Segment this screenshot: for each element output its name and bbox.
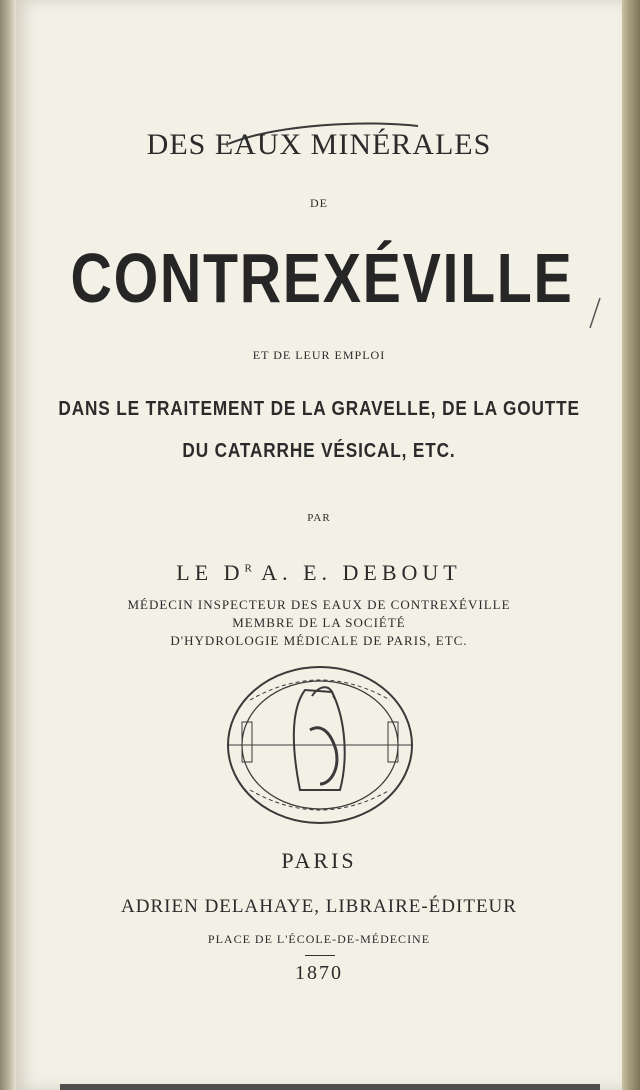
subtitle-line-1: ET DE LEUR EMPLOI (252, 348, 386, 362)
pencil-mark-icon (588, 296, 602, 330)
publication-city: PARIS (281, 848, 357, 873)
credential-line-3: D'HYDROLOGIE MÉDICALE DE PARIS, ETC. (170, 633, 468, 648)
by-label: PAR (307, 512, 331, 524)
page-edge (622, 0, 640, 1090)
library-seal-icon (220, 660, 420, 830)
title-page (16, 0, 622, 1090)
series-title: DES EAUX MINÉRALES (146, 128, 492, 161)
publisher: ADRIEN DELAHAYE, LIBRAIRE-ÉDITEUR (121, 896, 517, 917)
subtitle-line-2: DANS LE TRAITEMENT DE LA GRAVELLE, DE LA GOUTTE (58, 398, 580, 420)
connector-de: DE (310, 196, 328, 210)
bottom-edge-shadow (60, 1084, 600, 1090)
publisher-address: PLACE DE L'ÉCOLE-DE-MÉDECINE (207, 932, 431, 946)
author-title-sup: R (244, 562, 252, 575)
subtitle-line-3: DU CATARRHE VÉSICAL, ETC. (182, 440, 456, 462)
author-prefix: LE D (176, 560, 245, 585)
credential-line-1: MÉDECIN INSPECTEUR DES EAUX DE CONTREXÉVILLE (127, 597, 511, 612)
book-spine-shadow (0, 0, 16, 1090)
author-line (16, 560, 622, 586)
credential-line-2: MEMBRE DE LA SOCIÉTÉ (232, 615, 406, 630)
author-name: A. E. DEBOUT (251, 560, 462, 585)
divider (305, 955, 335, 956)
publication-year: 1870 (295, 962, 343, 984)
main-title: CONTREXÉVILLE (70, 239, 574, 317)
